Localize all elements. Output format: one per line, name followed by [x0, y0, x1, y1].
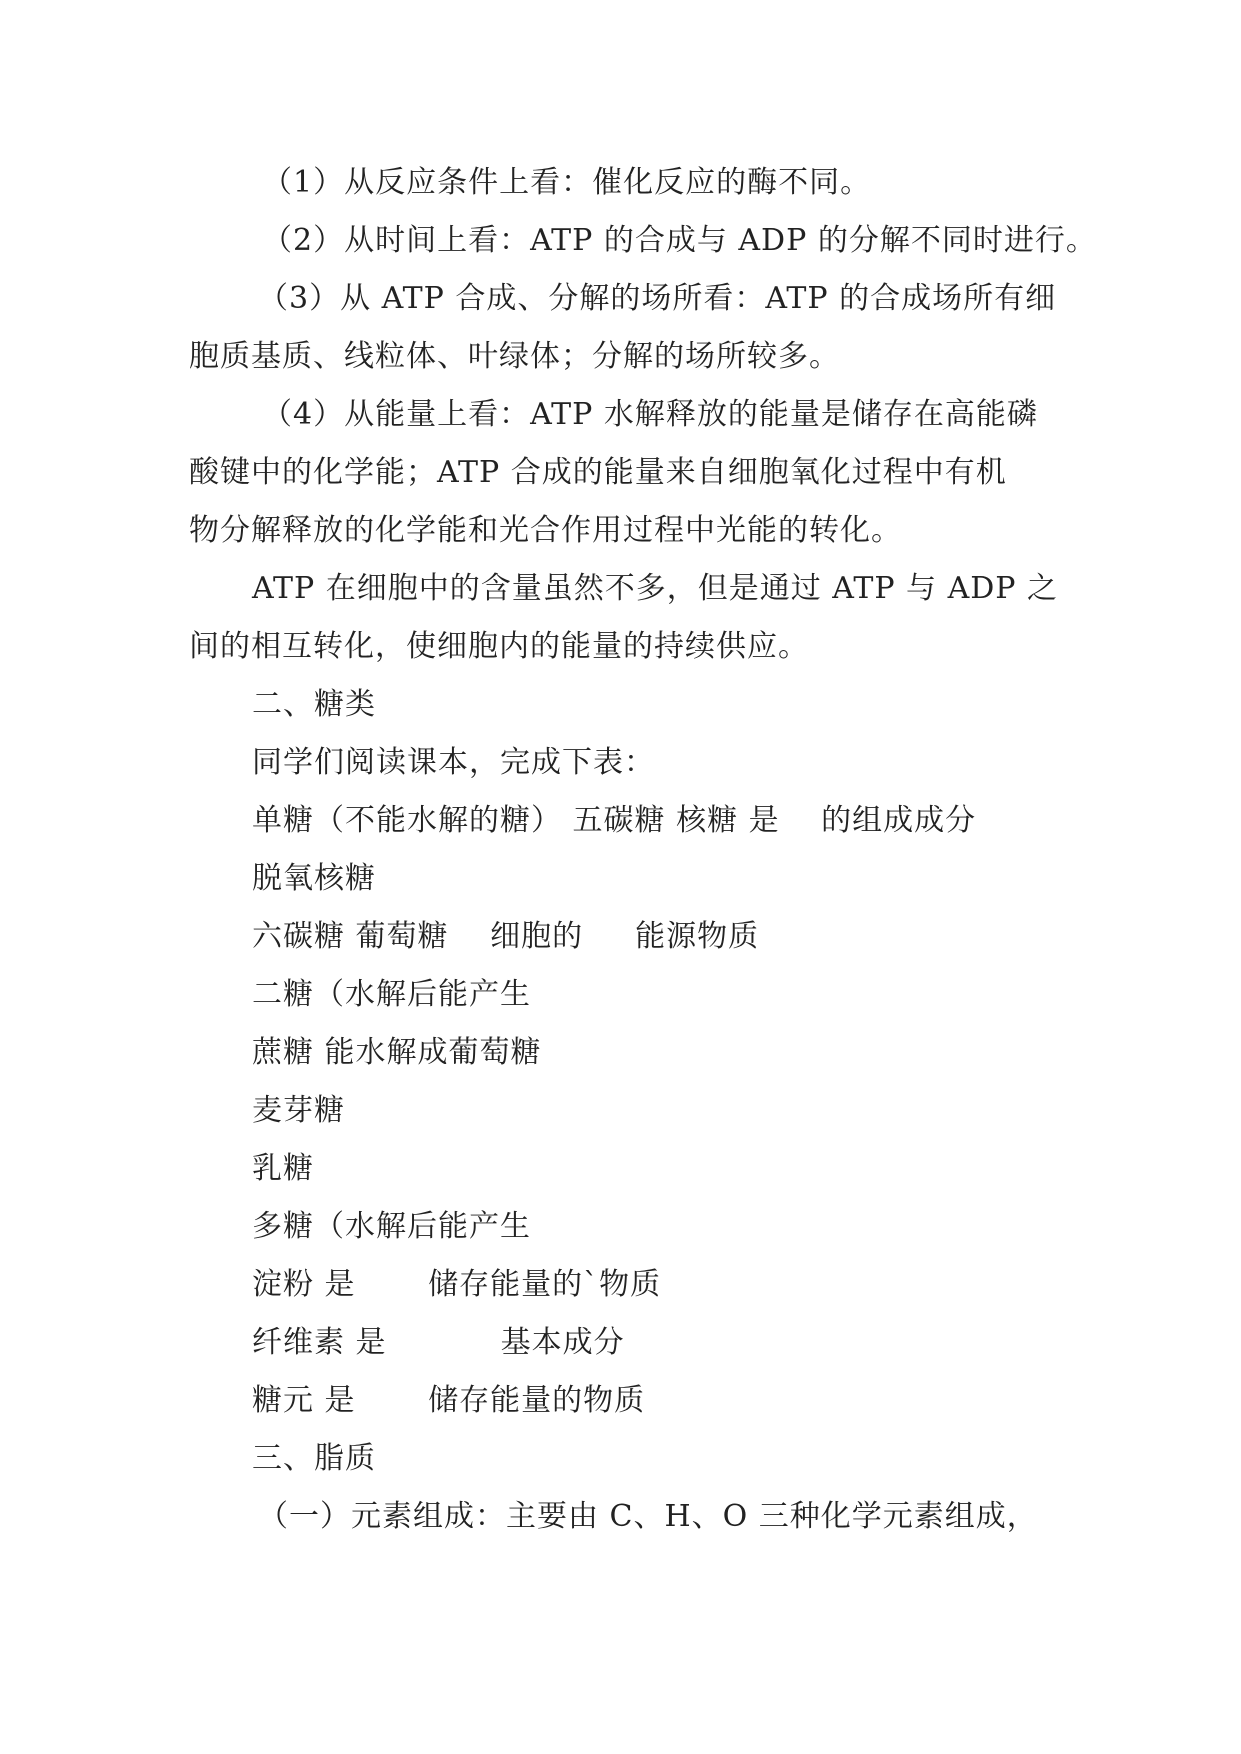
section-heading: 三、脂质	[252, 1441, 376, 1476]
table-line: 脱氧核糖	[252, 861, 376, 896]
paragraph-line: 胞质基质、线粒体、叶绿体；分解的场所较多。	[189, 339, 840, 374]
paragraph-line: 间的相互转化，使细胞内的能量的持续供应。	[189, 629, 809, 664]
table-line: 淀粉 是 储存能量的`物质	[252, 1267, 662, 1302]
paragraph-line: （4）从能量上看：ATP 水解释放的能量是储存在高能磷	[262, 397, 1038, 432]
table-line: 纤维素 是 基本成分	[252, 1325, 625, 1360]
paragraph-line: （一）元素组成：主要由 C、H、O 三种化学元素组成，	[258, 1499, 1038, 1534]
section-heading: 二、糖类	[252, 687, 376, 722]
table-line: 麦芽糖	[252, 1093, 345, 1128]
table-line: 多糖（水解后能产生	[252, 1209, 531, 1244]
table-line: 单糖（不能水解的糖） 五碳糖 核糖 是 的组成成分	[252, 803, 977, 838]
table-line: 二糖（水解后能产生	[252, 977, 531, 1012]
table-line: 糖元 是 储存能量的物质	[252, 1383, 646, 1418]
paragraph-line: 物分解释放的化学能和光合作用过程中光能的转化。	[189, 513, 902, 548]
table-line: 乳糖	[252, 1151, 314, 1186]
paragraph-line: （1）从反应条件上看：催化反应的酶不同。	[262, 165, 872, 200]
table-line: 六碳糖 葡萄糖 细胞的 能源物质	[252, 919, 760, 954]
table-line: 蔗糖 能水解成葡萄糖	[252, 1035, 542, 1070]
paragraph-line: （2）从时间上看：ATP 的合成与 ADP 的分解不同时进行。	[262, 223, 1097, 258]
paragraph-line: ATP 在细胞中的含量虽然不多，但是通过 ATP 与 ADP 之	[252, 571, 1059, 606]
paragraph-line: 酸键中的化学能；ATP 合成的能量来自细胞氧化过程中有机	[189, 455, 1007, 490]
paragraph-line: 同学们阅读课本，完成下表：	[252, 745, 655, 780]
paragraph-line: （3）从 ATP 合成、分解的场所看：ATP 的合成场所有细	[258, 281, 1057, 316]
